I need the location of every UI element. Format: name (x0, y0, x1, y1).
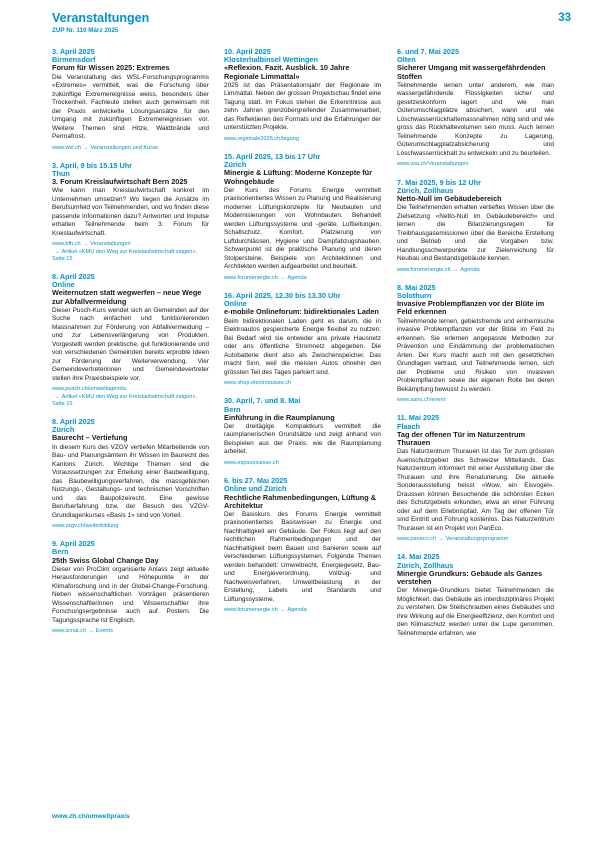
event-date: 6. bis 27. Mai 2025 (224, 476, 288, 486)
event-links (52, 523, 209, 530)
event-entry (397, 553, 554, 638)
column-1 (52, 48, 209, 646)
event-link[interactable] (397, 161, 554, 168)
event-link[interactable] (224, 136, 381, 143)
link-url[interactable]: www.forumenergie.ch (224, 607, 278, 614)
event-location: Solothurn (397, 291, 432, 301)
event-title: Netto-Null im Gebäudebereich (397, 193, 502, 203)
event-title: Rechtliche Rahmenbedingungen, Lüftung & Architektur (224, 492, 377, 510)
event-link[interactable] (52, 386, 209, 393)
event-date: 15. April 2025, 13 bis 17 Uhr (224, 152, 321, 162)
event-title: Invasive Problempflanzen vor der Blüte im Feld erkennen (397, 299, 545, 317)
event-location: Flaach (397, 421, 421, 431)
event-link[interactable] (224, 380, 381, 387)
event-links (224, 460, 381, 467)
event-links (52, 386, 209, 408)
event-date: 8. April 2025 (52, 416, 95, 426)
event-location: Bern (224, 404, 241, 414)
event-location: Bern (52, 547, 69, 557)
link-url[interactable]: www.forumenergie.ch (397, 266, 451, 273)
event-links (52, 628, 209, 635)
page-header (52, 11, 571, 37)
event-entry (52, 418, 209, 530)
link-text[interactable]: Veranstaltungen (90, 241, 131, 248)
arrow-icon: → (279, 607, 286, 614)
event-location: Zürich, Zollhaus (397, 560, 454, 570)
event-location: Olten (397, 55, 416, 65)
link-url[interactable]: www.vzgv.ch/weiterbildung (52, 523, 119, 530)
link-url[interactable]: www.espacesuisse.ch (224, 459, 279, 466)
event-description: Die Teilnehmenden erhalten vertieftes Wissen über die Zielsetzung «Netto-Null im Gebäudebereich» und lernen die Bilanzierungsregeln für Treibhausgasemissionen über die Bereiche Erstellung und Betrieb und die Vorgaben bzw. Handlungsschwerpunkte zur Zielerreichung für Neubau und Bestandsgebäude kennen. (397, 204, 554, 263)
event-description: Der Basiskurs des Forums Energie vermittelt praxisorientiertes Basiswissen zu Energie und Nachhaltigkeit am Gebäude. Der Fokus liegt auf den rechtlichen Rahmenbedingungen und der Nachhaltigkeit beim Bauen und Sanieren sowie auf verschiedenen Lüftungssystemen. Folgende Themen werden behandelt: Umweltrecht, Energiegesetz, Bau- und Energieverordnung, Vollzug- und Nachweisverfahren, Umweltbelastung in der Erstellung, Labels und Standards und Lüftungssysteme. (224, 510, 381, 603)
arrow-icon: → (438, 536, 444, 543)
event-date: 14. Mai 2025 (397, 552, 440, 562)
link-text[interactable]: Veranstaltungsprogramm (445, 536, 509, 543)
event-title: Weiternutzen statt wegwerfen – neue Wege zur Abfallvermeidung (52, 288, 202, 306)
event-links (224, 607, 381, 614)
event-entry (397, 284, 554, 405)
event-title: Minergie & Lüftung: Moderne Konzepte für Wohngebäude (224, 168, 372, 186)
issue-label: ZUP Nr. 110 März 2025 (52, 27, 119, 34)
event-location: Zürich (52, 425, 75, 435)
event-links (224, 380, 381, 387)
event-title: Sicherer Umgang mit wassergefährdenden Stoffen (397, 63, 546, 81)
event-title: e-mobile Onlineforum: bidirektionales Laden (224, 307, 379, 317)
event-date: 30. April, 7. und 8. Mai (224, 396, 301, 406)
event-entry (224, 153, 381, 282)
link-url[interactable]: www.bfh.ch (52, 241, 81, 248)
event-link[interactable] (52, 249, 209, 263)
event-description: Teilnehmende lernen, gebietsfremde und einheimische invasive Problempflanzen vor der Blüte im Feld zu erkennen. Sie erlernen angepasste Methoden zur Prävention und Eindämmung der problematischen Arten. Der Kurs macht auch mit den gesetzlichen Grundlagen vertraut, und Teilnehmende lernen, sich der Probleme und Risiken von invasiven Problempflanzen sowie der eigenen Rolle bei deren Bekämpfung bewusst zu werden. (397, 317, 554, 393)
event-description: Dieser von ProClim organisierte Anlass zeigt aktuelle Herausforderungen und Höhepunkte in der Klimaforschung und in der Global-Change-Forschung. Neben wissenschaftlichen Vorträgen präsentieren Wissenschaftlerinnen und Wissenschaftler ihre Forschungsergebnisse auch auf Postern. Die Tagungssprache ist Englisch. (52, 565, 209, 624)
event-entry (224, 397, 381, 467)
event-title: Einführung in die Raumplanung (224, 412, 335, 422)
event-link[interactable] (224, 275, 381, 282)
event-links (224, 275, 381, 282)
event-date: 8. April 2025 (52, 272, 95, 282)
event-description: In diesem Kurs des VZGV vertiefen Mitarbeitende von Bau- und Planungsämtern ihr Wissen im Baurecht des Kantons Zürich. Wichtige Themen sind die Voraussetzungen zur Erteilung einer Baubewilligung, das Baubewilligungsverfahren, die massgeblichen Nutzungs-, Gestaltungs- und technischen Vorschriften und das Baupolizeirecht. Eine gewisse Berufserfahrung bzw. der Besuch des VZGV-Grundlagenkurses «Basis 1» sind von Vorteil. (52, 443, 209, 519)
event-title: Baurecht – Vertiefung (52, 433, 128, 443)
event-title: Minergie Grundkurs: Gebäude als Ganzes verstehen (397, 568, 543, 586)
link-text[interactable]: Agenda (287, 607, 307, 614)
event-date: 10. April 2025 (224, 47, 271, 56)
event-location: Online (224, 299, 247, 309)
link-url[interactable]: www.scnat.ch (52, 628, 87, 635)
arrow-icon: → (279, 274, 286, 281)
event-location: Zürich (224, 160, 247, 170)
page-number: 33 (558, 12, 571, 24)
event-description: Der Minergie-Grundkurs bietet Teilnehmenden die Möglichkeit, das Gebäude als interdisziplinäres Projekt zu verstehen. Die Stellschrauben eines Gebäudes und ihre Wirkung auf die Energieeffizienz, den Komfort und den Klimaschutz werden unter die Lupe genommen. Teilnehmende erfahren, wie (397, 587, 554, 637)
link-text[interactable]: Events (95, 628, 113, 635)
event-description: Die Veranstaltung des WSL-Forschungsprogramms «Extremes» vermittelt, was die Forschung über zukünftige Extremereignisse weiss, besonders über Trockenheit. Fachleute stellen auch gemeinsam mit der Praxis entwickelte Lösungsansätze für den Umgang mit zukünftigen Extremereignissen vor. Weitere Themen sind Hitze, Waldbrände und Permafrost. (52, 73, 209, 141)
event-description: Teilnehmende lernen unter anderem, wie man wassergefährdende Flüssigkeiten sicher und gesetzeskonform lagert und wie man Güterumschlagplätze absichert, wann und wie Löschwasserrückhaltemassnahmen nötig sind und wie gross das Rückhaltevolumen sein muss. Auch lernen Teilnehmende Konzepte zu Lagerung, Güterumschlagplatzabsicherung und Löschwasserrückhalt zu entwickeln und zu beurteilen. (397, 81, 554, 157)
event-link[interactable] (52, 394, 209, 408)
event-title: Tag der offenen Tür im Naturzentrum Thurauen (397, 429, 525, 447)
link-url[interactable]: www.shop.electrosuisse.ch (224, 380, 292, 387)
section-title: Veranstaltungen (52, 11, 150, 25)
arrow-icon: → (82, 144, 89, 151)
event-links (52, 145, 209, 152)
link-url[interactable]: www.paneco.ch (397, 536, 437, 543)
event-links (52, 241, 209, 263)
event-link[interactable] (52, 145, 209, 152)
column-2 (224, 48, 381, 625)
event-link[interactable] (397, 536, 554, 543)
event-title: 25th Swiss Global Change Day (52, 555, 159, 565)
link-text[interactable]: Artikel «KMU den Weg zur Kreislaufwirtschaft zeigen», Seite 15 (52, 393, 198, 407)
event-entry (52, 48, 209, 152)
link-url[interactable]: www.pusch.ch/umweltagenda (52, 386, 126, 393)
event-date: 7. Mai 2025, 9 bis 12 Uhr (397, 177, 481, 187)
link-text[interactable]: Agenda (460, 266, 480, 273)
event-description: 2025 ist das Präsentationsjahr der Regionale im Limmattal. Neben der grossen Projektschau findet eine Tagung statt. Im Fokus stehen die Erkenntnisse aus zehn Jahren grenzübergreifender Zusammenarbeit, das Reflektieren des Formats und die Erfahrungen der unterstützten Projekte. (224, 81, 381, 132)
event-link[interactable] (397, 267, 554, 274)
event-entry (397, 414, 554, 543)
event-description: Wie kann man Kreislaufwirtschaft konkret im Unternehmen umsetzen? Wo liegen die Ansätze im Berufsumfeld von Teilnehmenden, und wo finden diese passende Informationen dazu? Antworten und Impulse erhalten Teilnehmende beim 3. Forum für Kreislaufwirtschaft. (52, 187, 209, 237)
link-url[interactable]: www.vsa.ch/Veranstaltungen (397, 161, 469, 168)
link-text[interactable]: Artikel «KMU den Weg zur Kreislaufwirtschaft zeigen», Seite 15 (52, 248, 198, 262)
link-url[interactable]: www.regionale2025.ch/tagung (224, 135, 299, 142)
event-entry (397, 48, 554, 169)
event-title: 3. Forum Kreislaufwirtschaft Bern 2025 (52, 177, 188, 187)
event-entry (52, 162, 209, 263)
event-location: Online (52, 280, 75, 290)
event-description: Dieser Pusch-Kurs wendet sich an Gemeinden auf der Suche nach einfachen und funktionierenden Massnahmen zur Förderung von Abfallvermeidung – und zur Lebensverlängerung von Produkten. Vorgestellt werden praktische, gut funktionierende und von verschiedenen Gemeinden bereits erprobte Ideen zur Förderung der Weiterverwendung. Vier Gemeindevertreterinnen und Gemeindevertreter stellen ihre Praxisbeispiele vor. (52, 306, 209, 382)
event-links (397, 536, 554, 543)
event-entry (224, 292, 381, 387)
link-url[interactable]: www.sanu.ch/event (397, 397, 446, 404)
arrow-icon: → (82, 241, 89, 248)
event-description: Der dreitägige Kompaktkurs vermittelt die raumplanerischen Grundsätze und zeigt anhand von Beispielen aus der Praxis, wie die Raumplanung arbeitet. (224, 422, 381, 456)
event-entry (224, 477, 381, 615)
arrow-icon: → (54, 393, 60, 400)
event-link[interactable] (397, 397, 554, 404)
event-date: 6. und 7. Mai 2025 (397, 47, 460, 56)
arrow-icon: → (54, 248, 60, 255)
arrow-icon: → (88, 628, 94, 635)
event-links (397, 267, 554, 274)
event-location: Thun (52, 169, 70, 179)
arrow-icon: → (452, 266, 459, 273)
event-entry (52, 540, 209, 635)
event-entry (52, 273, 209, 408)
event-link[interactable] (52, 523, 209, 530)
link-text[interactable]: Agenda (287, 274, 307, 281)
link-url[interactable]: www.forumenergie.ch (224, 274, 278, 281)
event-date: 16. April 2025, 12.30 bis 13.30 Uhr (224, 291, 341, 301)
event-date: 9. April 2025 (52, 539, 95, 549)
event-link[interactable] (52, 241, 209, 248)
event-date: 11. Mai 2025 (397, 413, 440, 423)
event-date: 8. Mai 2025 (397, 282, 436, 292)
event-links (224, 136, 381, 143)
event-location: Online und Zürich (224, 484, 287, 494)
event-links (397, 161, 554, 168)
event-links (397, 397, 554, 404)
event-title: «Reflexion. Fazit. Ausblick. 10 Jahre Regionale Limmattal» (224, 63, 350, 81)
event-description: Das Naturzentrum Thurauen ist das Tor zum grössten Auenschutzgebiet des Schweizer Mittellands. Das Naturzentrum informiert mit einer Ausstellung über die Thurauen und ihre Renaturierung. Die aktuelle Sonderausstellung heisst «Wow, ein Eisvogel». Draussen können Besuchende die schönsten Ecken des Schutzgebiets erkunden, etwa an einer Führung oder auf dem Erlebnispfad. Am Tag der offenen Tür sind Eintritt und Führung kostenlos. Das Naturzentrum Thurauen ist ein Projekt von PanEco. (397, 448, 554, 532)
event-date: 3. April 2025 (52, 47, 95, 56)
event-date: 3. April, 9 bis 15.15 Uhr (52, 160, 133, 170)
link-text[interactable]: Veranstaltungen und Kurse (90, 144, 158, 151)
event-description: Beim bidirektionalen Laden geht es darum, die in Elektroautos gespeicherte Energie flexibel zu nutzen: Bei Bedarf wird sie entweder ans private Hausnetz oder ans öffentliche Stromnetz abgegeben. Die Autobatterie dient also als Zwischenspeicher. Das macht Sinn, weil die meisten Autos ohnehin den grössten Teil des Tages parkiert sind. (224, 317, 381, 376)
link-url[interactable]: www.wsl.ch (52, 144, 81, 151)
event-location: Birmensdorf (52, 55, 96, 65)
column-3 (397, 48, 554, 648)
event-entry (224, 48, 381, 143)
event-description: Der Kurs des Forums Energie vermittelt praxisorientiertes Wissen zu Planung und Realisierung moderner Lüftungskonzepte für Neubauten und Modernisierungen von Wohnbauten. Behandelt werden Lüftungssysteme und -geräte, Luftleitungen, Schallschutz, Komfort, Platzierung von Luftdurchlässen, Hygiene und Dampfabzugshauben. Schwerpunkt ist die praktische Planung und deren Stolpersteine. Beispiele von Architektinnen und Architekten werden aufgearbeitet und beurteilt. (224, 186, 381, 271)
event-location: Klosterhalbinsel Wettingen (224, 55, 318, 65)
event-location: Zürich, Zollhaus (397, 185, 454, 195)
footer-url[interactable]: www.zh.ch/umweltpraxis (52, 813, 130, 820)
event-link[interactable] (52, 628, 209, 635)
event-link[interactable] (224, 460, 381, 467)
event-entry (397, 179, 554, 274)
event-title: Forum für Wissen 2025: Extremes (52, 63, 170, 73)
event-link[interactable] (224, 607, 381, 614)
